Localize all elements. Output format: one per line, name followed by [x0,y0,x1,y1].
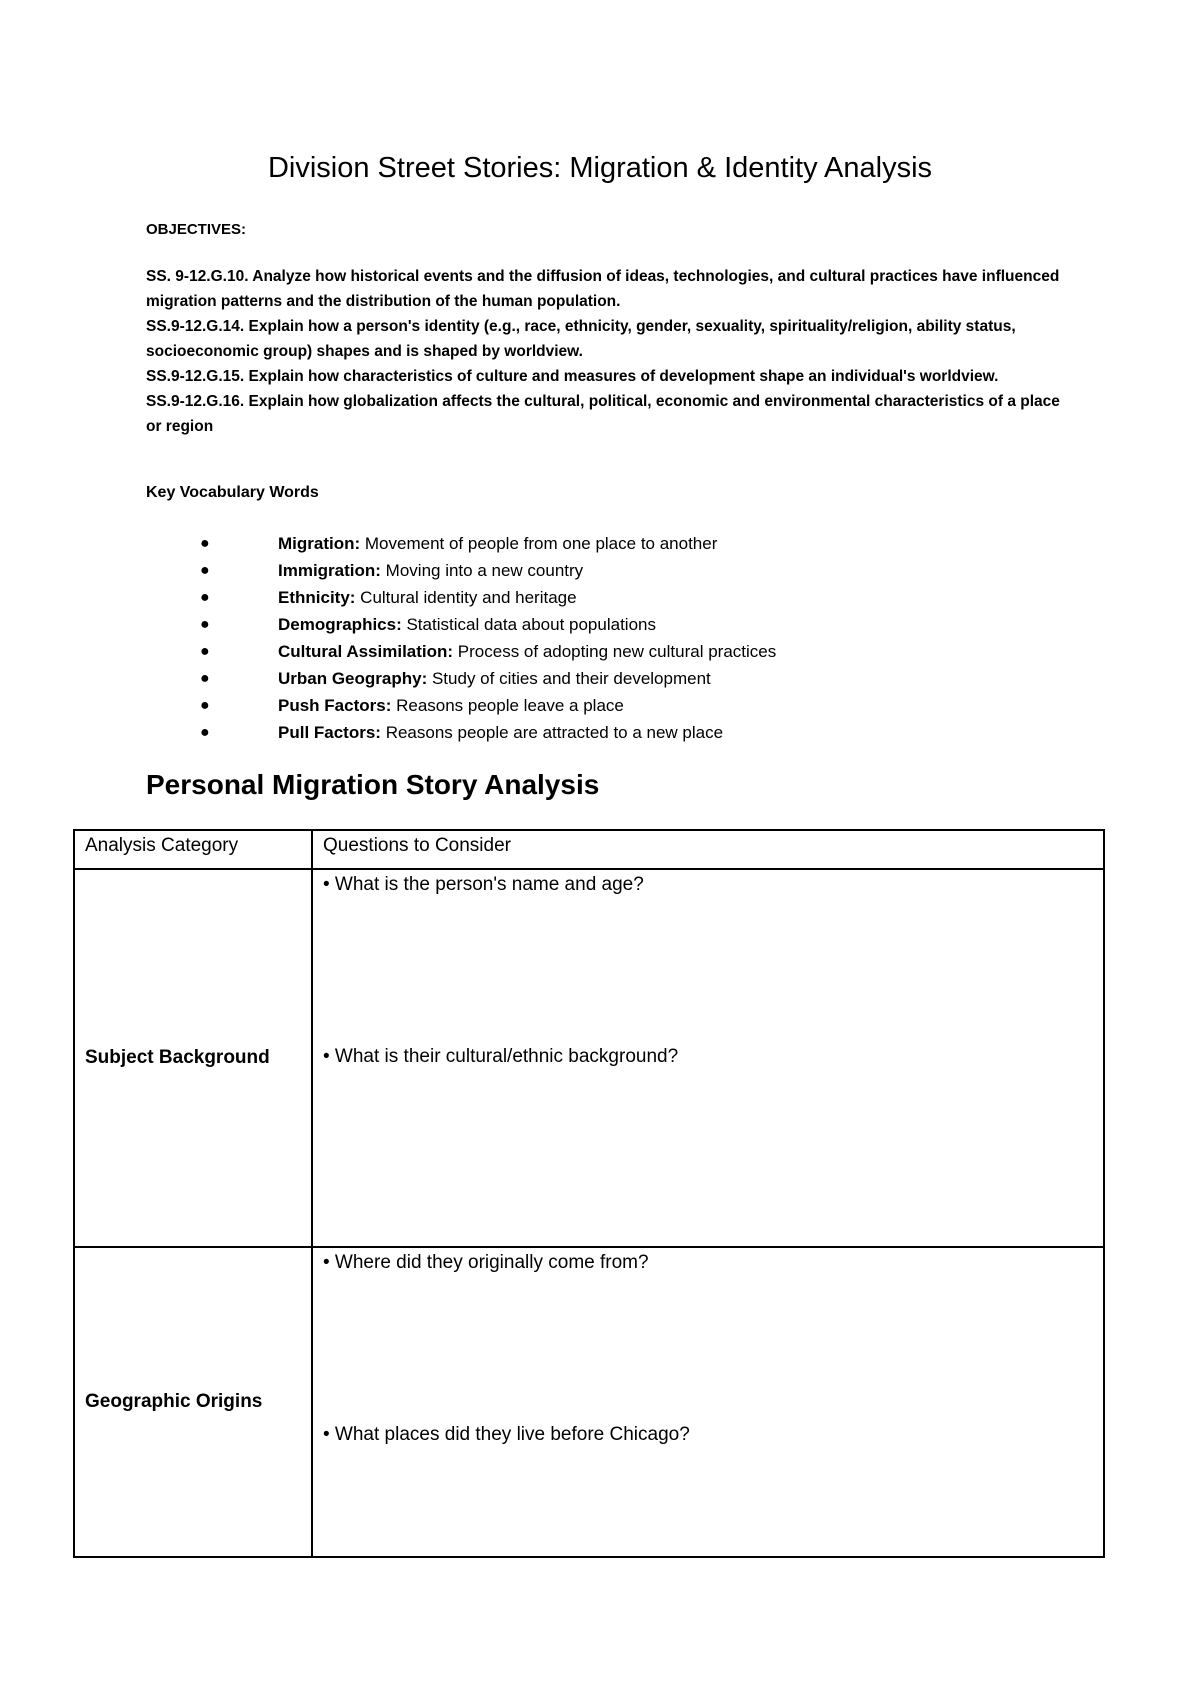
vocab-label: Key Vocabulary Words [146,484,319,501]
vocab-item: ● Ethnicity: Cultural identity and heritage [200,584,776,611]
objective-item: SS. 9-12.G.10. Analyze how historical events and the diffusion of ideas, technologies, and cultural practices have influenced migration patterns and the distribution of the human population. [146,268,1060,310]
objectives-list [146,264,1076,439]
question-text: • What is the person's name and age? [323,874,644,895]
section-title: Personal Migration Story Analysis [146,769,600,800]
category-cell: Subject Background [74,869,312,1247]
objective-item: SS.9-12.G.15. Explain how characteristics of culture and measures of development shape an individual's worldview. [146,368,999,385]
vocab-item: ● Cultural Assimilation: Process of adopting new cultural practices [200,638,776,665]
objective-item: SS.9-12.G.16. Explain how globalization affects the cultural, political, economic and environmental characteristics of a place or region [146,393,1060,435]
bullet-icon: ● [200,670,210,687]
bullet-icon: ● [200,562,210,579]
vocab-item: ● Pull Factors: Reasons people are attracted to a new place [200,719,776,746]
question-text: • What places did they live before Chicago? [323,1424,690,1445]
table-header-cell: Analysis Category [74,830,312,869]
question-text: • Where did they originally come from? [323,1252,649,1273]
table-row [74,1247,1104,1557]
bullet-icon: ● [200,724,210,741]
bullet-icon: ● [200,616,210,633]
bullet-icon: ● [200,535,210,552]
bullet-icon: ● [200,643,210,660]
bullet-icon: ● [200,697,210,714]
vocab-item: ● Immigration: Moving into a new country [200,557,776,584]
questions-cell[interactable] [312,1247,1104,1557]
vocab-list [200,530,776,746]
table-row [74,869,1104,1247]
vocab-item: ● Migration: Movement of people from one place to another [200,530,776,557]
bullet-icon: ● [200,589,210,606]
question-text: • What is their cultural/ethnic background? [323,1046,679,1067]
category-cell: Geographic Origins [74,1247,312,1557]
objectives-label: OBJECTIVES: [146,221,247,238]
questions-cell[interactable] [312,869,1104,1247]
document-title: Division Street Stories: Migration & Identity Analysis [267,152,933,184]
table-header-row [74,830,1104,869]
vocab-item: ● Push Factors: Reasons people leave a place [200,692,776,719]
vocab-item: ● Urban Geography: Study of cities and their development [200,665,776,692]
analysis-table [73,829,1105,1558]
table-header-cell: Questions to Consider [312,830,1104,869]
objective-item: SS.9-12.G.14. Explain how a person's identity (e.g., race, ethnicity, gender, sexuality, spirituality/religion, ability status, socioeconomic group) shapes and is shaped by worldview. [146,318,1016,360]
vocab-item: ● Demographics: Statistical data about populations [200,611,776,638]
